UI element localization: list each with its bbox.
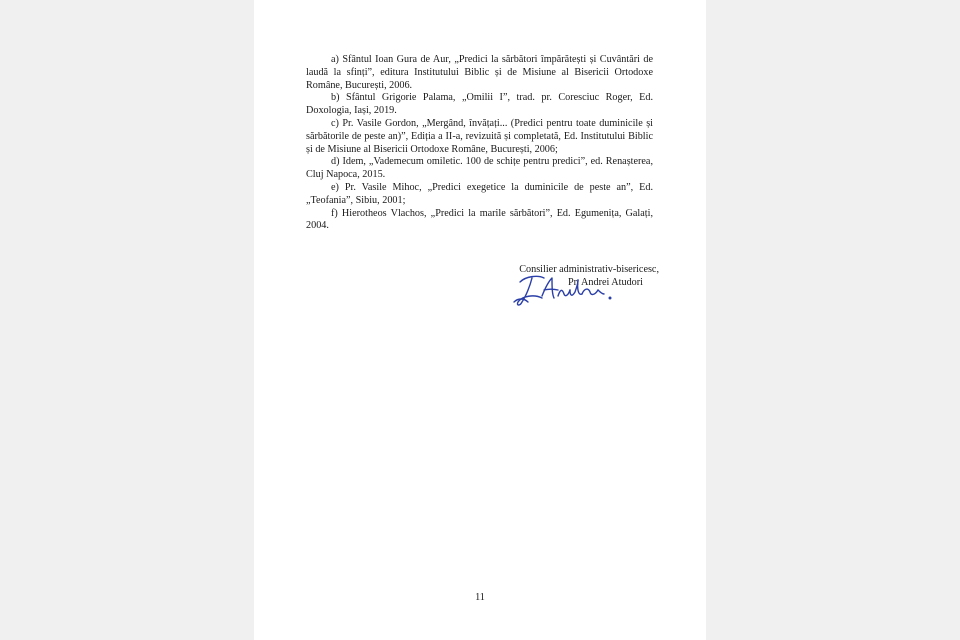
reference-item: d) Idem, „Vademecum omiletic. 100 de schițe pentru predici”, ed. Renașterea, Cluj Napoca, 2015.	[306, 156, 653, 181]
handwritten-signature	[512, 272, 616, 314]
document-page	[254, 0, 706, 640]
reference-item: c) Pr. Vasile Gordon, „Mergând, învățați... (Predici pentru toate duminicile și sărbătorile de peste an)”, Ediția a II-a, revizuită și completată, Ed. Institutului Biblic și de Misiune al Bisericii Ortodoxe Române, București, 2006;	[306, 117, 653, 155]
reference-item: f) Hierotheos Vlachos, „Predici la marile sărbători”, Ed. Egumenița, Galați, 2004.	[306, 207, 653, 232]
reference-item: a) Sfântul Ioan Gura de Aur, „Predici la sărbători împărătești și Cuvântări de laudă la sfinți”, editura Institutului Biblic și de Misiune al Bisericii Ortodoxe Române, București, 2006.	[306, 54, 653, 91]
page-number: 11	[475, 592, 485, 603]
reference-item: b) Sfântul Grigorie Palama, „Omilii I”, trad. pr. Coresciuc Roger, Ed. Doxologia, Iași, 2019.	[306, 92, 653, 117]
signatory-name: Pr. Andrei Atudori	[568, 277, 643, 288]
reference-list	[306, 54, 653, 233]
signatory-role: Consilier administrativ-bisericesc,	[519, 264, 659, 275]
reference-item: e) Pr. Vasile Mihoc, „Predici exegetice la duminicile de peste an”, Ed. „Teofania”, Sibiu, 2001;	[306, 181, 653, 206]
